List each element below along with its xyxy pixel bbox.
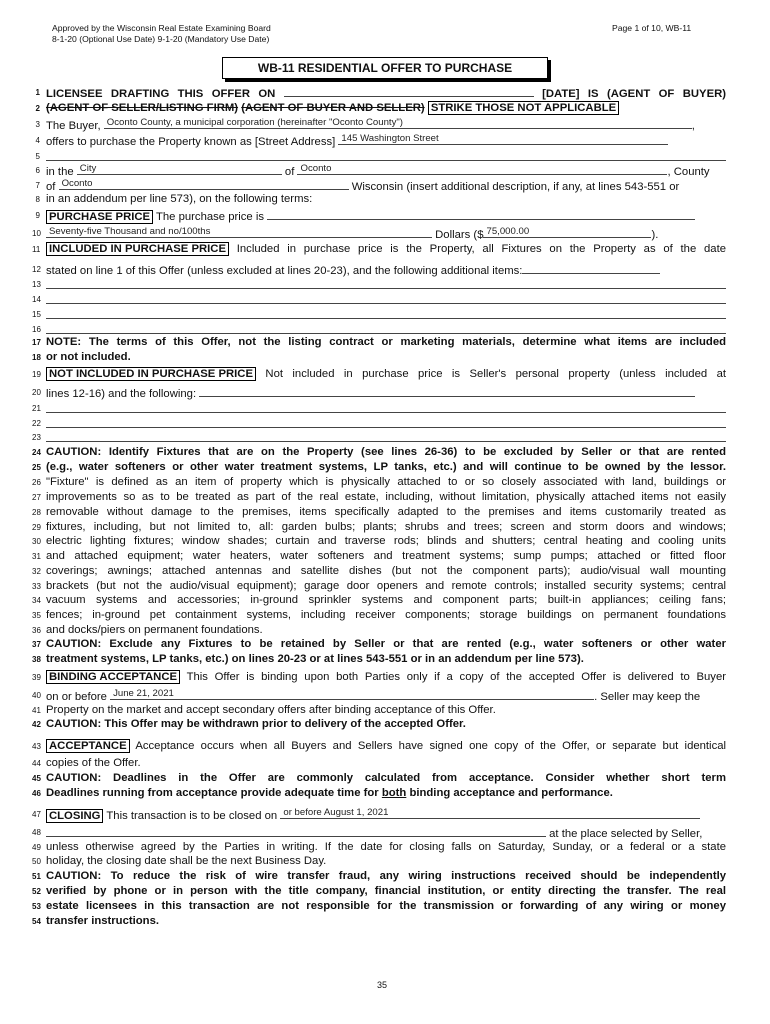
line-47 xyxy=(32,807,726,821)
line-number: 14 xyxy=(32,295,41,304)
fixture-definition: fixtures, including, but not limited to, all: garden bulbs; plants; shrubs and trees; screen and storm doors and windows; xyxy=(46,521,726,533)
line-42 xyxy=(32,717,726,731)
acceptance-deadline-field[interactable] xyxy=(110,688,594,700)
line-number: 9 xyxy=(35,211,40,220)
purchase-price-text: The purchase price is xyxy=(156,211,264,223)
line-18 xyxy=(32,350,726,364)
line-1 xyxy=(32,85,726,99)
line-23 xyxy=(32,430,726,444)
caution-deadlines-text: CAUTION: Deadlines in the Offer are commonly calculated from acceptance. Consider whether short term xyxy=(46,772,726,784)
line-number: 8 xyxy=(35,195,40,204)
excluded-items-field-2[interactable] xyxy=(46,412,726,413)
line-number: 47 xyxy=(32,810,41,819)
buyer-label: The Buyer, xyxy=(46,120,101,132)
purchase-price-words-line1[interactable] xyxy=(267,208,695,220)
line-39 xyxy=(32,670,726,684)
caution-deadlines-text-2: Deadlines running from acceptance provide adequate time for xyxy=(46,787,379,799)
line-number: 23 xyxy=(32,433,41,442)
seller-may-keep-text: . Seller may keep the xyxy=(594,691,701,703)
of-label: of xyxy=(284,166,295,178)
purchase-price-heading: PURCHASE PRICE xyxy=(46,210,153,224)
caution-deadlines-text-3: binding acceptance and performance. xyxy=(409,787,613,799)
buyer-name-value: Oconto County, a municipal corporation (hereinafter "Oconto County") xyxy=(106,117,403,128)
caution-fixtures-text: CAUTION: Identify Fixtures that are on the Property (see lines 26-36) to be excluded by Seller or that are rented xyxy=(46,446,726,458)
not-included-text: Not included in purchase price is Seller's personal property (unless included at xyxy=(265,368,726,380)
acceptance-text: Acceptance occurs when all Buyers and Sellers have signed one copy of the Offer, or separate but identical xyxy=(135,740,727,752)
line-5 xyxy=(32,149,726,163)
caution-wire-fraud-text-3: estate licensees in this transaction are not responsible for the transmission or forwarding of any wiring or money xyxy=(46,900,726,912)
fixture-definition: vacuum systems and accessories; in-ground sprinkler systems and component parts; built-in appliances; ceiling fans; xyxy=(46,594,726,606)
line-number: 28 xyxy=(32,508,41,517)
line-36 xyxy=(32,623,726,637)
line-number: 51 xyxy=(32,872,41,881)
line-number: 49 xyxy=(32,843,41,852)
line-number: 7 xyxy=(35,181,40,190)
line-25 xyxy=(32,460,726,474)
property-address-value: 145 Washington Street xyxy=(341,133,439,144)
line-6 xyxy=(32,163,726,177)
line-number: 42 xyxy=(32,720,41,729)
acceptance-text-2: copies of the Offer. xyxy=(46,757,141,769)
closing-holiday-text-2: holiday, the closing date shall be the next Business Day. xyxy=(46,855,327,867)
line-41 xyxy=(32,703,726,717)
property-address-field[interactable] xyxy=(338,133,668,145)
additional-items-text: stated on line 1 of this Offer (unless excluded at lines 20-23), and the following additional items: xyxy=(46,265,523,277)
caution-exclude-text-2: treatment systems, LP tanks, etc.) on lines 20-23 or at lines 543-551 or in an addendum per line 573). xyxy=(46,653,584,665)
purchase-price-words-field[interactable] xyxy=(46,226,432,238)
line-52 xyxy=(32,884,726,898)
both-emphasis: both xyxy=(381,787,407,799)
caution-wire-fraud-text-4: transfer instructions. xyxy=(46,915,159,927)
licensee-drafting-text: LICENSEE DRAFTING THIS OFFER ON xyxy=(46,88,276,100)
line-number: 21 xyxy=(32,404,41,413)
line-number: 45 xyxy=(32,774,41,783)
fixture-definition: removable without damage to the premises, items specifically adapted to the premises and items customarily treated as xyxy=(46,506,726,518)
line-27 xyxy=(32,490,726,504)
caution-exclude-text: CAUTION: Exclude any Fixtures to be retained by Seller or that are rented (e.g., water softeners or other water xyxy=(46,638,726,650)
line-33 xyxy=(32,579,726,593)
line-number: 31 xyxy=(32,552,41,561)
closing-holiday-text: unless otherwise agreed by the Parties in writing. If the date for closing falls on Saturday, Sunday, or a federal or a state xyxy=(46,841,726,853)
municipality-type-label: in the xyxy=(46,166,74,178)
line-number: 10 xyxy=(32,229,41,238)
approval-line-2: 8-1-20 (Optional Use Date) 9-1-20 (Mandatory Use Date) xyxy=(52,34,270,44)
wisconsin-description-text: Wisconsin (insert additional description, if any, at lines 543-551 or xyxy=(351,181,680,193)
line-number: 30 xyxy=(32,537,41,546)
line-14 xyxy=(32,292,726,306)
not-included-heading: NOT INCLUDED IN PURCHASE PRICE xyxy=(46,367,256,381)
closing-heading: CLOSING xyxy=(46,809,103,823)
fixture-definition: coverings; awnings; attached antennas and satellite dishes (but not the component parts); audio/visual wall mounting xyxy=(46,565,726,577)
municipality-type-value: City xyxy=(79,163,97,174)
line-number: 34 xyxy=(32,596,41,605)
line-9 xyxy=(32,208,726,222)
line-49 xyxy=(32,840,726,854)
line-number: 43 xyxy=(32,742,41,751)
line-number: 17 xyxy=(32,338,41,347)
line-21 xyxy=(32,401,726,415)
line-number: 6 xyxy=(35,166,40,175)
line-number: 46 xyxy=(32,789,41,798)
line-20 xyxy=(32,385,726,399)
line-32 xyxy=(32,564,726,578)
line-46 xyxy=(32,786,726,800)
buyer-name-field[interactable] xyxy=(104,117,692,129)
secondary-offers-text: Property on the market and accept secondary offers after binding acceptance of this Offer. xyxy=(46,704,496,716)
line-number: 39 xyxy=(32,673,41,682)
line-51 xyxy=(32,869,726,883)
line-number: 36 xyxy=(32,626,41,635)
included-in-price-text: Included in purchase price is the Property, all Fixtures on the Property as of the date xyxy=(236,243,726,255)
excluded-items-field[interactable] xyxy=(199,385,695,397)
form-title: WB-11 RESIDENTIAL OFFER TO PURCHASE xyxy=(222,57,548,79)
line-35 xyxy=(32,608,726,622)
caution-fixtures-text-2: (e.g., water softeners or other water treatment systems, LP tanks, etc.) and will continue to be owned by the lessor. xyxy=(46,461,726,473)
note-terms-text: NOTE: The terms of this Offer, not the listing contract or marketing materials, determine what items are included xyxy=(46,336,726,348)
closing-place-field[interactable] xyxy=(46,825,546,837)
line-43 xyxy=(32,739,726,753)
line-22 xyxy=(32,416,726,430)
dollars-label: Dollars ($ xyxy=(435,229,484,241)
municipality-name-field[interactable] xyxy=(297,163,667,175)
line-11 xyxy=(32,242,726,256)
line-45 xyxy=(32,771,726,785)
line-number: 11 xyxy=(32,245,41,254)
caution-wire-fraud-text-2: verified by phone or in person with the title company, financial institution, or entity directing the transfer. The real xyxy=(46,885,726,897)
municipality-type-field[interactable] xyxy=(77,163,282,175)
line-number: 20 xyxy=(32,388,41,397)
binding-acceptance-text: This Offer is binding upon both Parties only if a copy of the accepted Offer is delivered to Buyer xyxy=(186,671,727,683)
fixture-definition: electric lighting fixtures; window shades; curtain and traverse rods; blinds and shutters; central heating and cooling units xyxy=(46,535,726,547)
caution-withdrawn-text: CAUTION: This Offer may be withdrawn prior to delivery of the accepted Offer. xyxy=(46,718,466,730)
line-2 xyxy=(32,101,726,115)
purchase-price-amount-field[interactable] xyxy=(483,226,651,238)
approval-line-1: Approved by the Wisconsin Real Estate Examining Board xyxy=(52,23,271,33)
address-continuation-field[interactable] xyxy=(46,160,726,161)
additional-items-field[interactable] xyxy=(522,262,660,274)
line-number: 38 xyxy=(32,655,41,664)
strike-instruction: STRIKE THOSE NOT APPLICABLE xyxy=(428,101,619,115)
county-name-field[interactable] xyxy=(59,178,349,190)
line-number: 54 xyxy=(32,917,41,926)
note-terms-text-2: or not included. xyxy=(46,351,131,363)
line-number: 32 xyxy=(32,567,41,576)
line-number: 13 xyxy=(32,280,41,289)
line-number: 3 xyxy=(35,120,40,129)
line-number: 29 xyxy=(32,523,41,532)
line-13 xyxy=(32,277,726,291)
included-in-price-heading: INCLUDED IN PURCHASE PRICE xyxy=(46,242,229,256)
fixture-definition: and docks/piers on permanent foundations. xyxy=(46,624,263,636)
line-number: 26 xyxy=(32,478,41,487)
line-number: 53 xyxy=(32,902,41,911)
buyer-line-end: , xyxy=(691,120,695,132)
line-number: 40 xyxy=(32,691,41,700)
line-54 xyxy=(32,914,726,928)
line-29 xyxy=(32,520,726,534)
line-28 xyxy=(32,505,726,519)
offer-date-field[interactable] xyxy=(284,85,534,97)
included-items-field-1[interactable] xyxy=(46,288,726,289)
acceptance-deadline-value: June 21, 2021 xyxy=(113,688,174,699)
closing-date-field[interactable] xyxy=(280,807,700,819)
acceptance-heading: ACCEPTANCE xyxy=(46,739,130,753)
line-number: 15 xyxy=(32,310,41,319)
fixture-definition: improvements so as to be treated as part of the real estate, including, without limitation, physically attached items not easily xyxy=(46,491,726,503)
line-3 xyxy=(32,117,726,131)
closing-place-text: at the place selected by Seller, xyxy=(549,828,703,840)
line-number: 2 xyxy=(35,104,40,113)
agent-of-both-option: (AGENT OF BUYER AND SELLER) xyxy=(241,102,425,114)
line-number: 44 xyxy=(32,759,41,768)
line-number: 50 xyxy=(32,857,41,866)
line-number: 27 xyxy=(32,493,41,502)
line-17 xyxy=(32,335,726,349)
not-included-text-2: lines 12-16) and the following: xyxy=(46,388,197,400)
line-number: 4 xyxy=(35,136,40,145)
line-50 xyxy=(32,854,726,868)
dollars-close: ). xyxy=(651,229,659,241)
fixture-definition: and attached equipment; water heaters, water softeners and treatment systems; sump pumps; attached or fitted floor xyxy=(46,550,726,562)
line-38 xyxy=(32,652,726,666)
municipality-name-value: Oconto xyxy=(300,163,332,174)
included-items-field-3[interactable] xyxy=(46,318,726,319)
line-53 xyxy=(32,899,726,913)
line-number: 25 xyxy=(32,463,41,472)
agent-of-seller-option: (AGENT OF SELLER/LISTING FIRM) xyxy=(46,102,239,114)
fixture-definition: brackets (but not the audio/visual equipment); garage door openers and remote controls; installed security systems; central xyxy=(46,580,726,592)
line-7 xyxy=(32,178,726,192)
fixture-definition: "Fixture" is defined as an item of property which is physically attached to or so closely associated with land, buildings or xyxy=(46,476,726,488)
line-number: 5 xyxy=(35,152,40,161)
excluded-items-field-3[interactable] xyxy=(46,427,726,428)
line-number: 35 xyxy=(32,611,41,620)
of-county-label: of xyxy=(46,181,56,193)
caution-wire-fraud-text: CAUTION: To reduce the risk of wire transfer fraud, any wiring instructions received should be independently xyxy=(46,870,726,882)
line-48 xyxy=(32,825,726,839)
line-number: 22 xyxy=(32,419,41,428)
line-31 xyxy=(32,549,726,563)
on-or-before-label: on or before xyxy=(46,691,107,703)
line-15 xyxy=(32,307,726,321)
line-4 xyxy=(32,133,726,147)
purchase-price-words-value: Seventy-five Thousand and no/100ths xyxy=(49,226,211,237)
line-number: 41 xyxy=(32,706,41,715)
line-number: 52 xyxy=(32,887,41,896)
page-indicator: Page 1 of 10, WB-11 xyxy=(612,23,692,33)
line-16 xyxy=(32,322,726,336)
line-10 xyxy=(32,226,726,240)
line-40 xyxy=(32,688,726,702)
line-number: 37 xyxy=(32,640,41,649)
purchase-price-amount-value: 75,000.00 xyxy=(486,226,530,237)
property-address-label: offers to purchase the Property known as [Street Address] xyxy=(46,136,336,148)
line-34 xyxy=(32,593,726,607)
closing-date-value: or before August 1, 2021 xyxy=(283,807,389,818)
fixture-definition: fences; in-ground pet containment systems, including receiver components; storage buildings on permanent foundations xyxy=(46,609,726,621)
included-items-field-4[interactable] xyxy=(46,333,726,334)
agent-of-buyer-option: [DATE] IS (AGENT OF BUYER) xyxy=(542,88,727,100)
line-number: 33 xyxy=(32,582,41,591)
line-24 xyxy=(32,445,726,459)
line-19 xyxy=(32,367,726,381)
line-44 xyxy=(32,756,726,770)
line-number: 48 xyxy=(32,828,41,837)
line-12 xyxy=(32,262,726,276)
line-number: 18 xyxy=(32,353,41,362)
approval-header xyxy=(52,23,271,45)
excluded-items-field-4[interactable] xyxy=(46,441,726,442)
line-number: 1 xyxy=(35,88,40,97)
line-37 xyxy=(32,637,726,651)
page-number: 35 xyxy=(377,980,388,990)
line-26 xyxy=(32,475,726,489)
closing-text: This transaction is to be closed on xyxy=(106,810,278,822)
line-number: 12 xyxy=(32,265,41,274)
county-name-value: Oconto xyxy=(61,178,93,189)
line-number: 24 xyxy=(32,448,41,457)
line-number: 16 xyxy=(32,325,41,334)
binding-acceptance-heading: BINDING ACCEPTANCE xyxy=(46,670,180,684)
addendum-text: in an addendum per line 573), on the following terms: xyxy=(46,193,313,205)
line-number: 19 xyxy=(32,370,41,379)
line-30 xyxy=(32,534,726,548)
line-8 xyxy=(32,192,726,206)
included-items-field-2[interactable] xyxy=(46,303,726,304)
county-label: , County xyxy=(667,166,710,178)
